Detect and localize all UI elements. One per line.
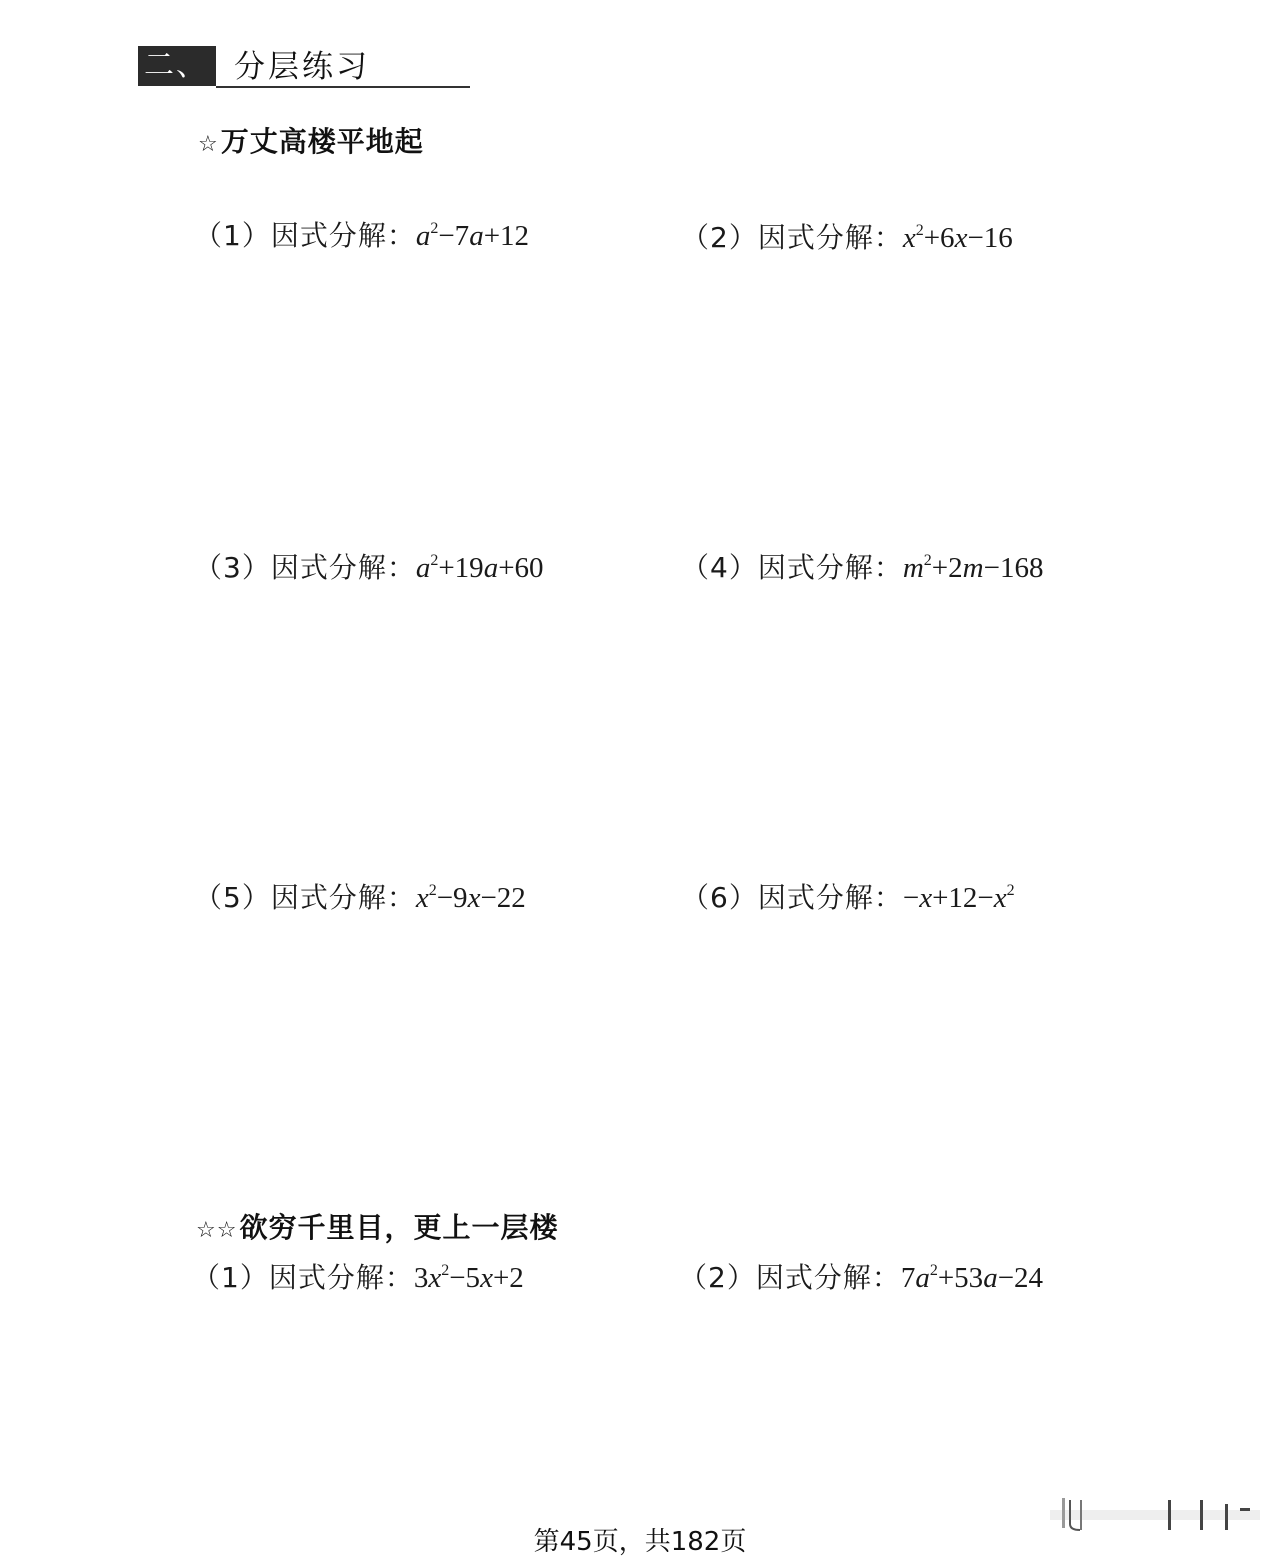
problem-expression: $m^2+2m-168$ — [902, 552, 1044, 584]
problem-expression: $7a^2+53a-24$ — [900, 1262, 1044, 1294]
section-header — [138, 44, 470, 90]
star-icon: ☆☆ — [196, 1218, 238, 1243]
problem-label: （1）因式分解： — [192, 1261, 414, 1294]
problem-label: （1）因式分解： — [194, 219, 416, 252]
problem-1-1 — [194, 214, 529, 254]
problem-expression: $3x^2-5x+2$ — [413, 1262, 524, 1294]
problem-expression: $x^2-9x-22$ — [415, 882, 526, 914]
level1-title: 万丈高楼平地起 — [220, 125, 424, 158]
problem-1-6 — [681, 876, 1015, 916]
problem-2-1 — [192, 1256, 524, 1296]
problem-label: （2）因式分解： — [679, 1261, 901, 1294]
star-icon: ☆ — [198, 132, 219, 157]
problem-1-2 — [681, 216, 1013, 256]
level2-title: 欲穷千里目，更上一层楼 — [239, 1211, 559, 1244]
section-number: 二、 — [138, 46, 216, 86]
section-title: 分层练习 — [234, 49, 370, 85]
level1-heading — [198, 120, 424, 160]
problem-expression: $a^2-7a+12$ — [415, 220, 530, 252]
problem-label: （2）因式分解： — [681, 221, 903, 254]
problem-label: （5）因式分解： — [194, 881, 416, 914]
page-footer: 第45页，共182页 — [533, 1527, 747, 1557]
problem-expression: $-x+12-x^2$ — [902, 882, 1015, 914]
problem-label: （4）因式分解： — [681, 551, 903, 584]
problem-1-5 — [194, 876, 526, 916]
section-rule — [216, 86, 470, 88]
problem-2-2 — [679, 1256, 1043, 1296]
level2-heading — [196, 1206, 558, 1246]
problem-expression: $a^2+19a+60$ — [415, 552, 544, 584]
problem-1-3 — [194, 546, 544, 586]
problem-expression: $x^2+6x-16$ — [902, 222, 1013, 254]
problem-label: （6）因式分解： — [681, 881, 903, 914]
problem-label: （3）因式分解： — [194, 551, 416, 584]
problem-1-4 — [681, 546, 1043, 586]
